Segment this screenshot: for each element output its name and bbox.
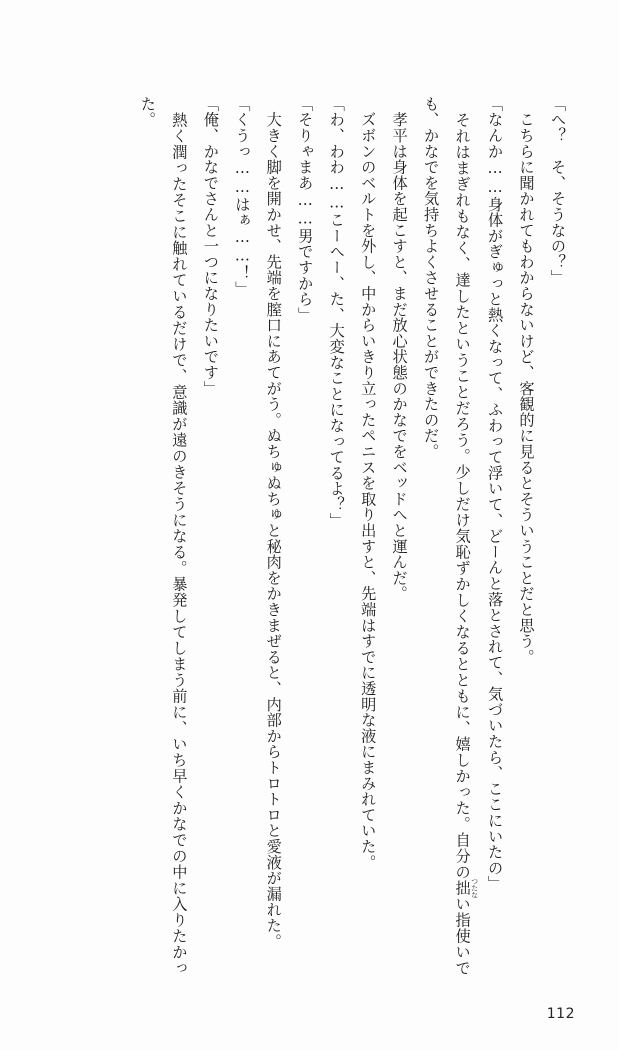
paragraph: 「くうっ……はぁ……！」 [233,96,252,297]
paragraph: 「わ、わわ……こーへー、た、大変なことになってるよ？」 [327,96,346,529]
page-number: 112 [546,1006,575,1022]
paragraph: 熱く潤ったそこに触れているだけで、意識が遠のきそうになる。暴発してしまう前に、いち早くかなでの中に入りたかった。 [138,96,189,976]
paragraph: 「俺、かなでさんと一つになりたいです」 [201,96,220,397]
ruby-annotation: 拙 つたな [453,877,479,899]
paragraph: 「そりゃまあ……男ですから」 [296,96,315,323]
paragraph: 「へ？ そ、そうなの？」 [549,96,567,286]
paragraph: こちらに聞かれてもわからないけど、客観的に見るとそういうことだと思う。 [517,96,536,665]
paragraph: それはまぎれもなく、達したということだろう。少しだけ気恥ずかしくなるとともに、嬉しかった。自分の拙 つたない指使いでも、かなでを気持ちよくさせることができたのだ。 [422,96,479,977]
paragraph: 大きく脚を開かせ、先端を膣口にあてがう。ぬちゅぬちゅと秘肉をかきまぜると、内部からトロトロと愛液が漏れた。 [264,96,283,950]
paragraph: ズボンのベルトを外し、中からいきり立ったペニスを取り出すと、先端はすでに透明な液にまみれていた。 [359,96,378,871]
paragraph: 孝平は身体を起こすと、まだ放心状態のかなでをベッドへと運んだ。 [390,96,409,602]
page-body-text [49,96,573,976]
paragraph: 「なんか……身体がぎゅっと熱くなって、ふわって浮いて、どーんと落とされて、気づいたら、ここにいたの」 [486,96,505,892]
